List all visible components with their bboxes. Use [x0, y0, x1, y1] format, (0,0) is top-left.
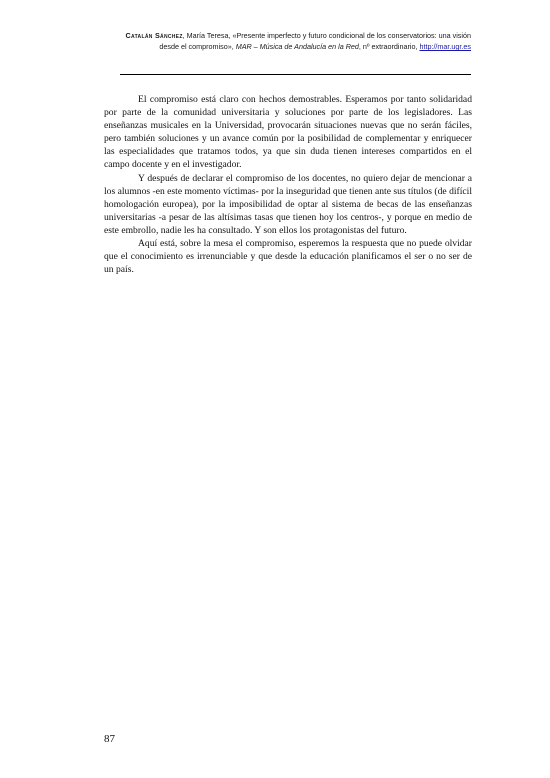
paragraph: Y después de declarar el compromiso de los docentes, no quiero dejar de mencionar a los alumnos -en este momento víctimas- por la inseguridad que tienen ante sus títulos (de difícil homologación europea), por la imposibilidad de optar al sistema de becas de las enseñanzas universitarias -a pesar de las altísimas tasas que tienen hoy los centros-, y porque en medio de este embrollo, nadie les ha consultado. Y son ellos los protagonistas del futuro.	[104, 172, 472, 236]
header-url-link[interactable]: http://mar.ugr.es	[419, 42, 471, 51]
header-citation: , María Teresa, «Presente imperfecto y futuro condicional de los conservatorios: una visión desde el compromiso»,	[159, 31, 471, 51]
running-header	[120, 30, 471, 52]
header-journal-title: MAR – Música de Andalucía en la Red	[235, 42, 359, 51]
header-divider	[120, 74, 471, 75]
paragraph: Aquí está, sobre la mesa el compromiso, esperemos la respuesta que no puede olvidar que el conocimiento es irrenunciable y que desde la educación planificamos el ser o no ser de un país.	[104, 238, 472, 276]
header-author: Catalán Sánchez	[125, 31, 183, 40]
header-issue: , nº extraordinario,	[358, 42, 420, 51]
paragraph: El compromiso está claro con hechos demostrables. Esperamos por tanto solidaridad por parte de la comunidad universitaria y soluciones por parte de los legisladores. Las enseñanzas musicales en la Universidad, provocarán situaciones nuevas que no serán fáciles, pero también soluciones y un avance común por la posibilidad de complementar y enriquecer las especialidades que tratamos todos, ya que sin duda tienen intereses compartidos en el campo docente y en el investigador.	[104, 94, 472, 171]
main-text	[104, 93, 472, 276]
page-number: 87	[104, 733, 115, 745]
